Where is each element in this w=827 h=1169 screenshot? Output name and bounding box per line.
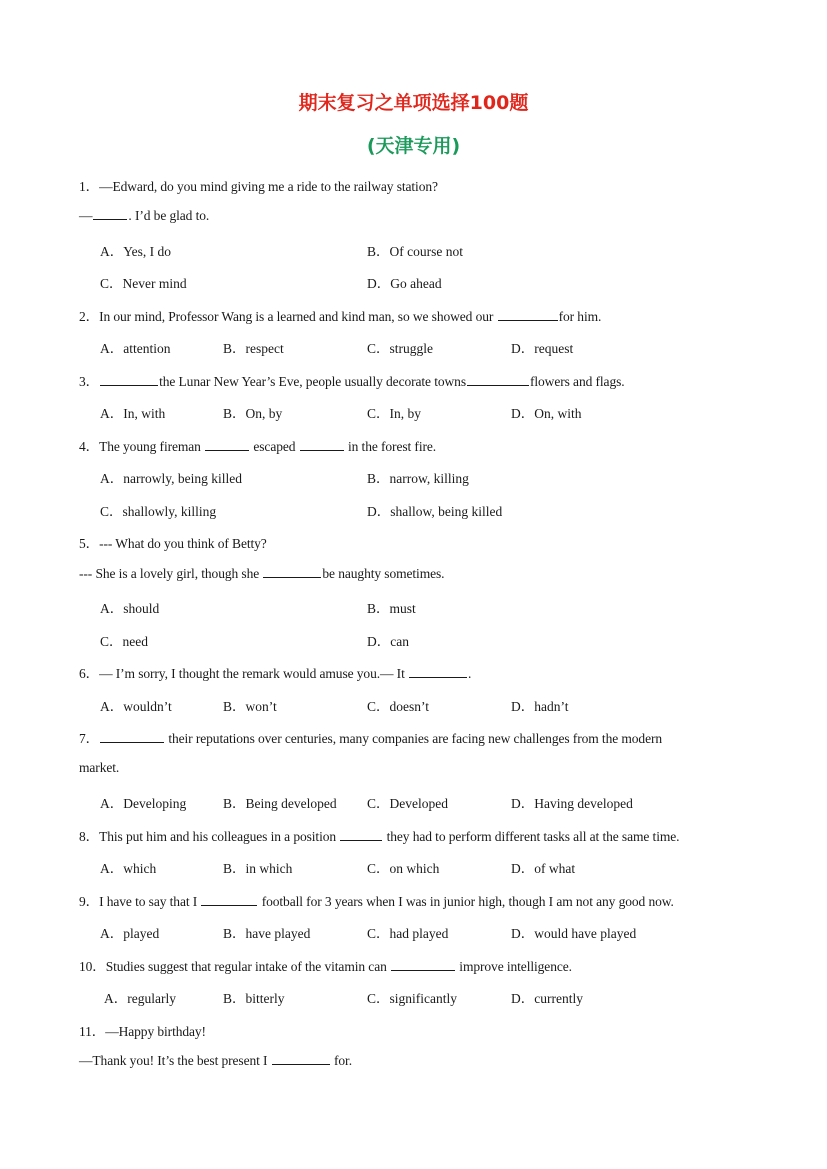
q6-option-b: B．won’t xyxy=(223,699,277,714)
question-7-stem-2: market. xyxy=(79,760,120,775)
question-6-stem: 6．— I’m sorry, I thought the remark would amuse you.— It . xyxy=(79,666,472,681)
question-10-stem: 10．Studies suggest that regular intake of the vitamin can improve intelligence. xyxy=(79,959,572,974)
q5-option-b: B．must xyxy=(367,601,416,616)
answer-blank xyxy=(300,438,344,451)
q2-option-c: C．struggle xyxy=(367,341,433,356)
question-7-stem: 7． their reputations over centuries, many companies are facing new challenges from the modern xyxy=(79,731,663,746)
answer-blank xyxy=(100,730,164,743)
question-1-stem-2: — . I’d be glad to. xyxy=(79,208,210,223)
q6-option-c: C．doesn’t xyxy=(367,699,430,714)
q9-option-a: A．played xyxy=(100,926,160,941)
q8-option-b: B．in which xyxy=(223,861,293,876)
q5-option-a: A．should xyxy=(100,601,160,616)
q4-option-b: B．narrow, killing xyxy=(367,471,469,486)
q8-option-a: A．which xyxy=(100,861,157,876)
answer-blank xyxy=(272,1052,330,1065)
q9-option-c: C．had played xyxy=(367,926,449,941)
question-2-stem: 2．In our mind, Professor Wang is a learned and kind man, so we showed our for him. xyxy=(79,309,602,324)
answer-blank xyxy=(263,565,321,578)
answer-blank xyxy=(93,207,127,220)
q7-option-a: A．Developing xyxy=(100,796,187,811)
q10-option-b: B．bitterly xyxy=(223,991,285,1006)
answer-blank xyxy=(467,373,529,386)
q10-option-a: A．regularly xyxy=(104,991,176,1006)
q4-option-a: A．narrowly, being killed xyxy=(100,471,242,486)
q1-option-a: A．Yes, I do xyxy=(100,244,172,259)
answer-blank xyxy=(205,438,249,451)
q3-option-d: D．On, with xyxy=(511,406,582,421)
q5-option-c: C．need xyxy=(100,634,148,649)
q1-option-c: C．Never mind xyxy=(100,276,187,291)
q7-option-b: B．Being developed xyxy=(223,796,337,811)
q10-option-c: C．significantly xyxy=(367,991,457,1006)
answer-blank xyxy=(201,893,257,906)
q6-option-a: A．wouldn’t xyxy=(100,699,172,714)
answer-blank xyxy=(100,373,158,386)
page-subtitle: (天津专用) xyxy=(366,135,461,157)
question-9-stem: 9．I have to say that I football for 3 years when I was in junior high, though I am not any good now. xyxy=(79,894,674,909)
question-1-stem: 1．—Edward, do you mind giving me a ride to the railway station? xyxy=(79,179,438,194)
q1-option-b: B．Of course not xyxy=(367,244,463,259)
answer-blank xyxy=(391,958,455,971)
q2-option-d: D．request xyxy=(511,341,574,356)
q3-option-c: C．In, by xyxy=(367,406,421,421)
q3-option-b: B．On, by xyxy=(223,406,283,421)
q5-option-d: D．can xyxy=(367,634,409,649)
q9-option-d: D．would have played xyxy=(511,926,637,941)
question-5-stem: 5．--- What do you think of Betty? xyxy=(79,536,267,551)
question-4-stem: 4．The young fireman escaped in the forest fire. xyxy=(79,439,437,454)
question-11-stem: 11．—Happy birthday! xyxy=(79,1024,206,1039)
q4-option-c: C．shallowly, killing xyxy=(100,504,217,519)
q9-option-b: B．have played xyxy=(223,926,311,941)
q3-option-a: A．In, with xyxy=(100,406,166,421)
page-title: 期末复习之单项选择100题 xyxy=(298,92,529,114)
q2-option-a: A．attention xyxy=(100,341,171,356)
q6-option-d: D．hadn’t xyxy=(511,699,569,714)
question-3-stem: 3． the Lunar New Year’s Eve, people usually decorate towns flowers and flags. xyxy=(79,374,625,389)
q10-option-d: D．currently xyxy=(511,991,583,1006)
answer-blank xyxy=(498,308,558,321)
question-11-stem-2: —Thank you! It’s the best present I for. xyxy=(79,1053,352,1068)
q8-option-d: D．of what xyxy=(511,861,576,876)
q2-option-b: B．respect xyxy=(223,341,284,356)
answer-blank xyxy=(409,665,467,678)
answer-blank xyxy=(340,828,382,841)
question-5-stem-2: --- She is a lovely girl, though she be naughty sometimes. xyxy=(79,566,445,581)
q7-option-c: C．Developed xyxy=(367,796,448,811)
q8-option-c: C．on which xyxy=(367,861,440,876)
q4-option-d: D．shallow, being killed xyxy=(367,504,503,519)
q7-option-d: D．Having developed xyxy=(511,796,633,811)
question-8-stem: 8．This put him and his colleagues in a position they had to perform different tasks all at the same time. xyxy=(79,829,680,844)
q1-option-d: D．Go ahead xyxy=(367,276,442,291)
